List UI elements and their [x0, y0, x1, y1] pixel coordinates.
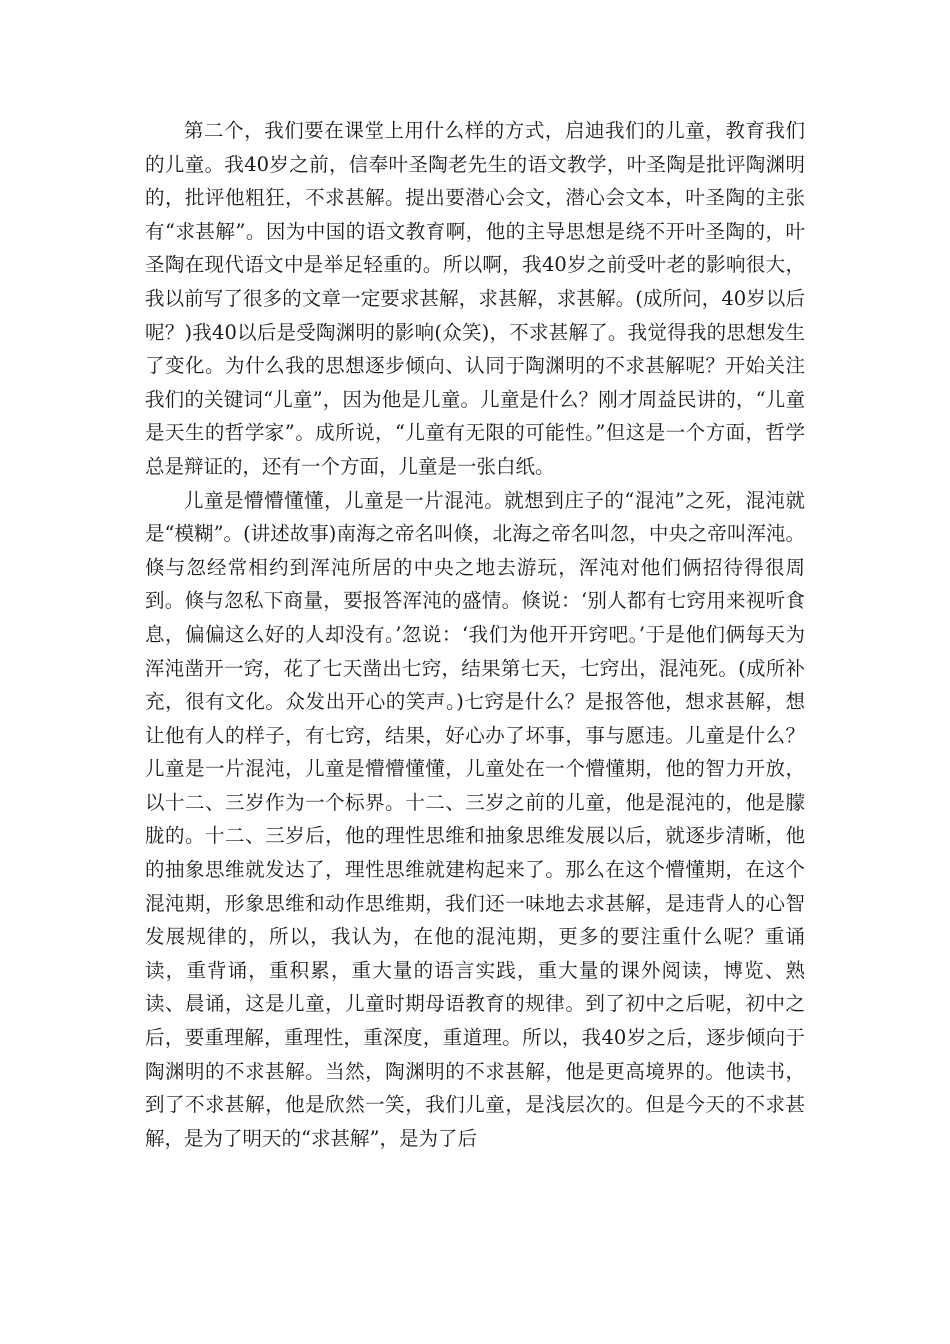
document-body: [145, 114, 805, 1155]
paragraph: 第二个，我们要在课堂上用什么样的方式，启迪我们的儿童，教育我们的儿童。我40岁之前，信奉叶圣陶老先生的语文教学，叶圣陶是批评陶渊明的，批评他粗狂，不求甚解。提出要潜心会文，潜心会文本，叶圣陶的主张有“求甚解”。因为中国的语文教育啊，他的主导思想是绕不开叶圣陶的，叶圣陶在现代语文中是举足轻重的。所以啊，我40岁之前受叶老的影响很大，我以前写了很多的文章一定要求甚解，求甚解，求甚解。(成所问，40岁以后呢？)我40以后是受陶渊明的影响(众笑)，不求甚解了。我觉得我的思想发生了变化。为什么我的思想逐步倾向、认同于陶渊明的不求甚解呢？开始关注我们的关键词“儿童”，因为他是儿童。儿童是什么？刚才周益民讲的，“儿童是天生的哲学家”。成所说，“儿童有无限的可能性。”但这是一个方面，哲学总是辩证的，还有一个方面，儿童是一张白纸。: [145, 119, 805, 478]
paragraph: 儿童是懵懵懂懂，儿童是一片混沌。就想到庄子的“混沌”之死，混沌就是“模糊”。(讲述故事)南海之帝名叫倏，北海之帝名叫忽，中央之帝叫浑沌。倏与忽经常相约到浑沌所居的中央之地去游玩，浑沌对他们俩招待得很周到。倏与忽私下商量，要报答浑沌的盛情。倏说：‘别人都有七窍用来视听食息，偏偏这么好的人却没有。’忽说：‘我们为他开开窍吧。’于是他们俩每天为浑沌凿开一窍，花了七天凿出七窍，结果第七天，七窍出，混沌死。(成所补充，很有文化。众发出开心的笑声。)七窍是什么？是报答他，想求甚解，想让他有人的样子，有七窍，结果，好心办了坏事，事与愿违。儿童是什么？儿童是一片混沌，儿童是懵懵懂懂，儿童处在一个懵懂期，他的智力开放，以十二、三岁作为一个标界。十二、三岁之前的儿童，他是混沌的，他是朦胧的。十二、三岁后，他的理性思维和抽象思维发展以后，就逐步清晰，他的抽象思维就发达了，理性思维就建构起来了。那么在这个懵懂期，在这个混沌期，形象思维和动作思维期，我们还一味地去求甚解，是违背人的心智发展规律的，所以，我认为，在他的混沌期，更多的要注重什么呢？重诵读，重背诵，重积累，重大量的语言实践，重大量的课外阅读，博览、熟读、晨诵，这是儿童，儿童时期母语教育的规律。到了初中之后呢，初中之后，要重理解，重理性，重深度，重道理。所以，我40岁之后，逐步倾向于陶渊明的不求甚解。当然，陶渊明的不求甚解，他是更高境界的。他读书，到了不求甚解，他是欣然一笑，我们儿童，是浅层次的。但是今天的不求甚解，是为了明天的“求甚解”，是为了后: [145, 488, 805, 1150]
